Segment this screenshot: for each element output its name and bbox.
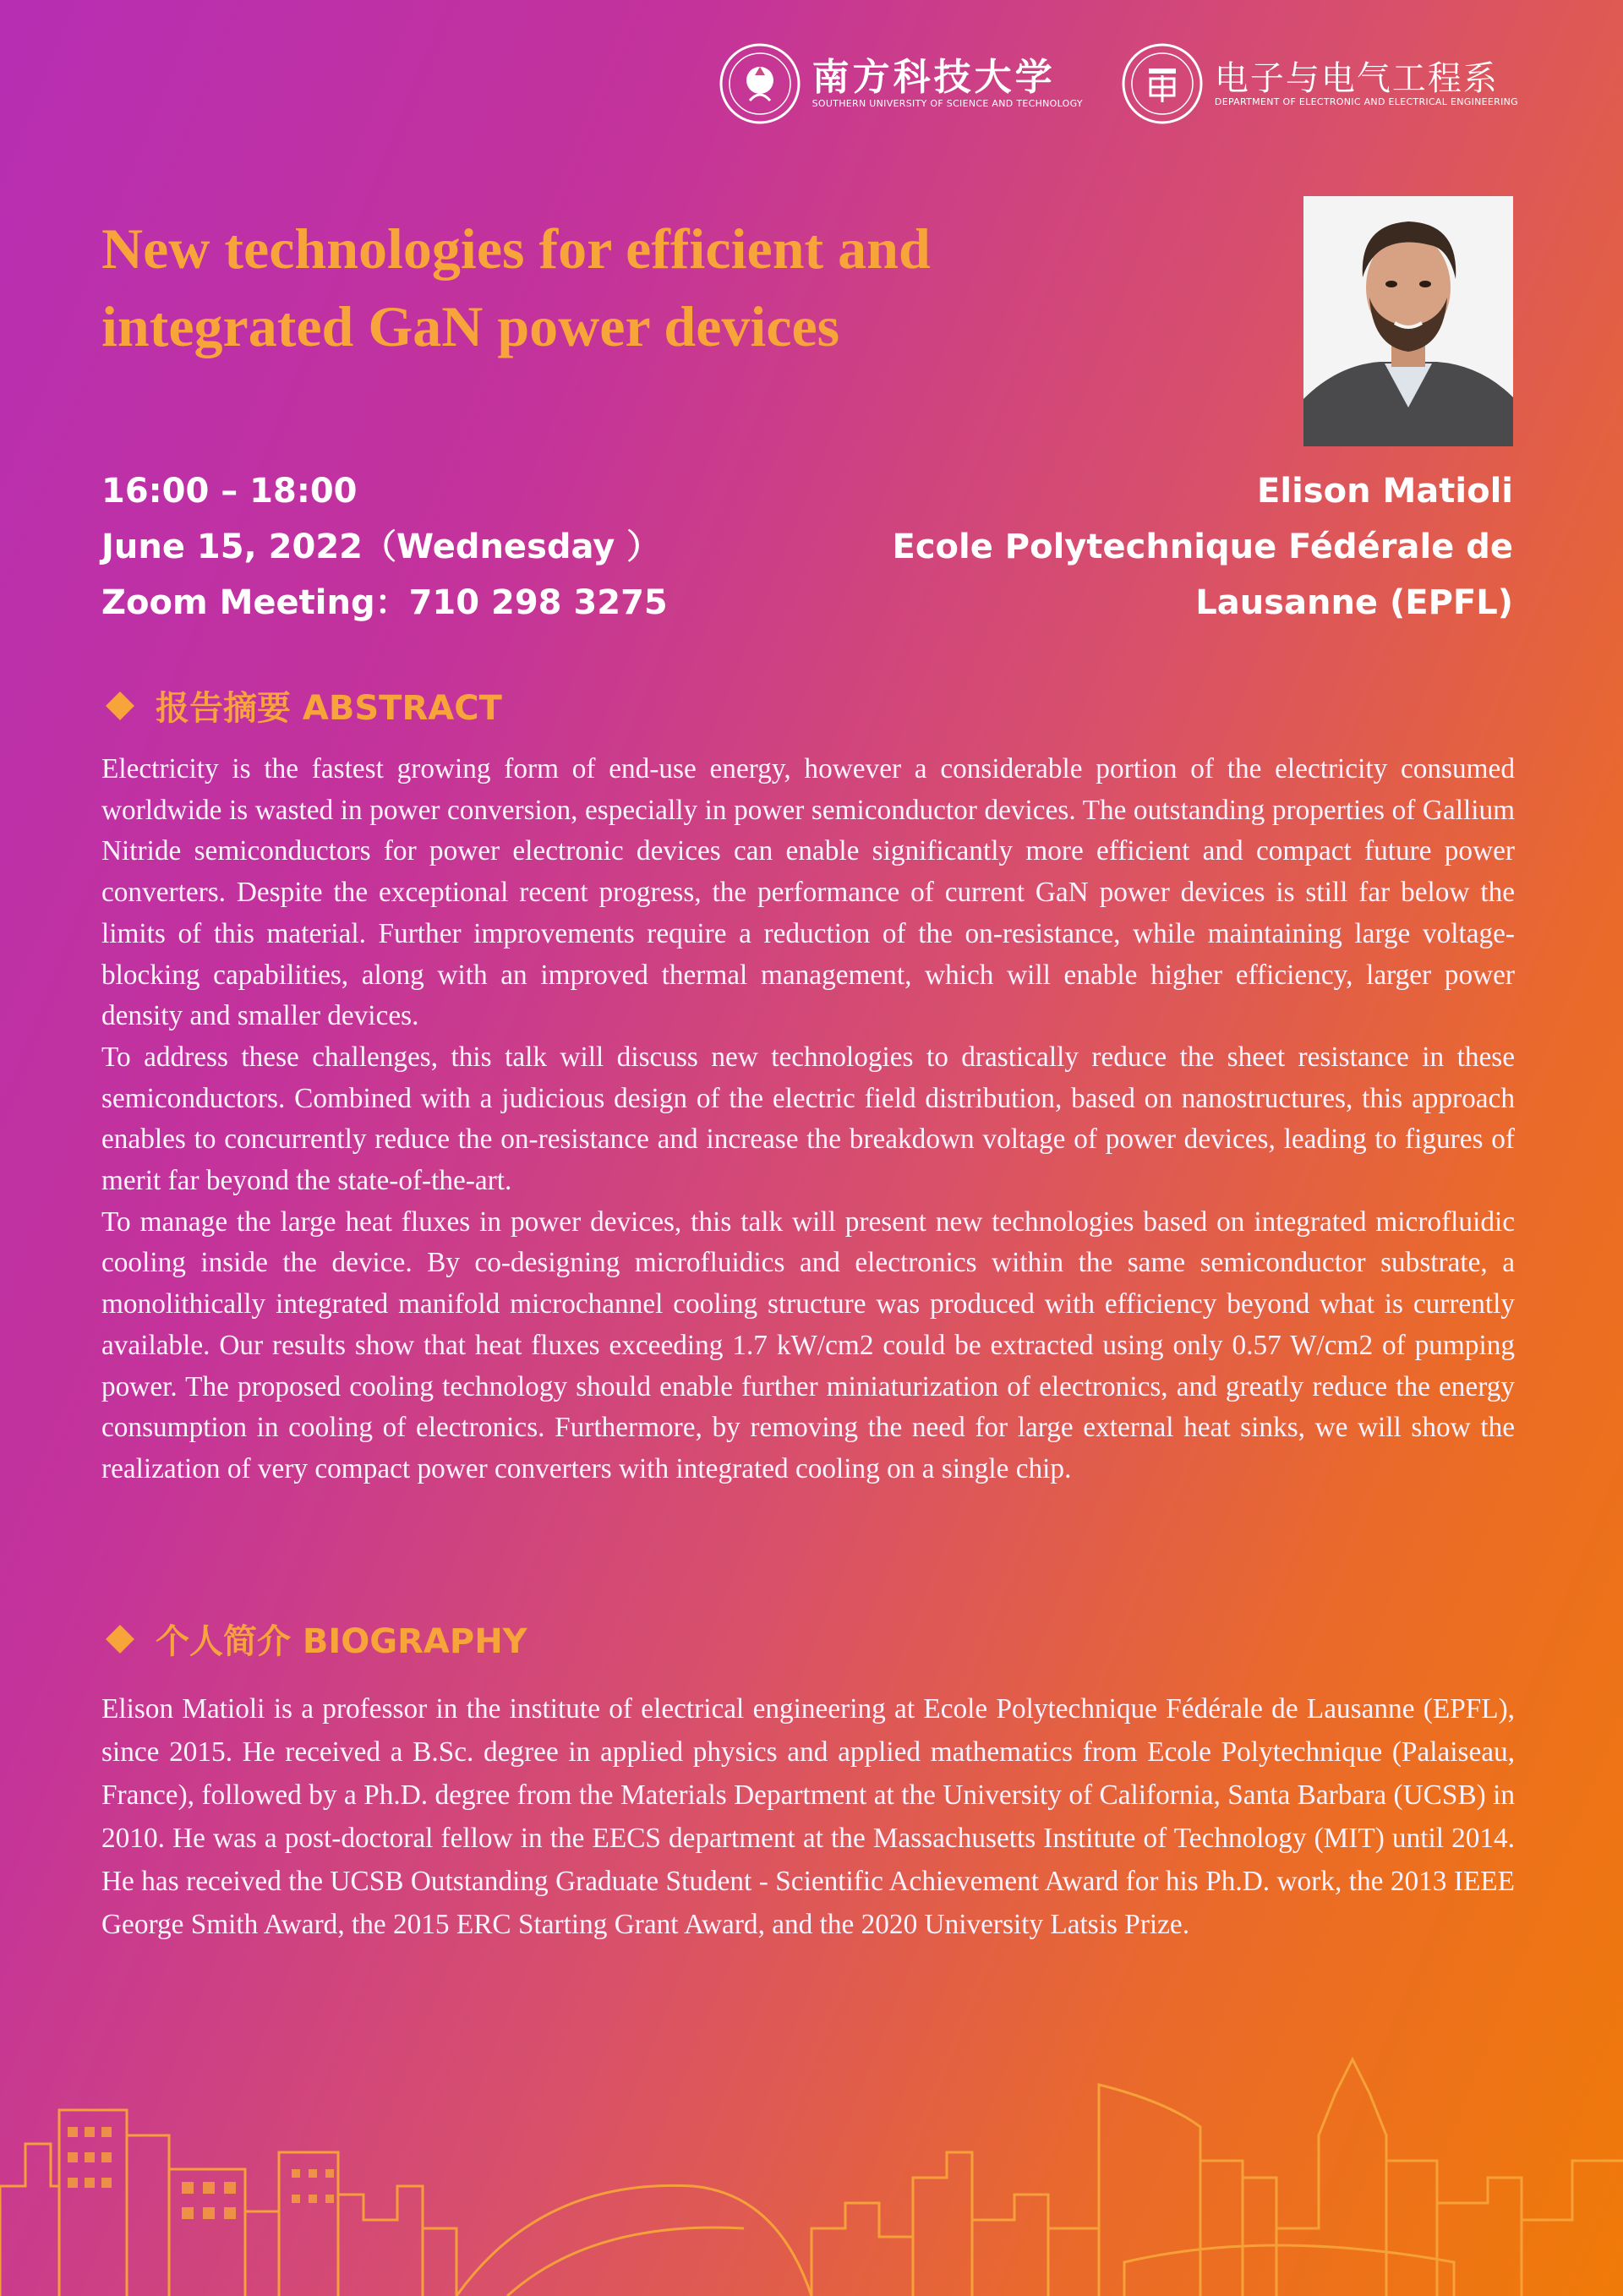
university-logo [718, 41, 1083, 126]
biography-heading [105, 1615, 527, 1663]
university-name-en: SOUTHERN UNIVERSITY OF SCIENCE AND TECHNOLOGY [812, 97, 1083, 109]
department-seal-icon [1120, 41, 1205, 126]
event-time: 16:00 – 18:00 [101, 472, 358, 511]
talk-title-line-1: New technologies for efficient and [101, 216, 931, 281]
abstract-heading [105, 681, 502, 730]
talk-title-line-2: integrated GaN power devices [101, 294, 840, 358]
abstract-paragraph-3: To manage the large heat fluxes in power devices, this talk will present new technologies based on integrated microfluidic cooling inside the device. By co-designing microfluidics and electronics within the same semiconductor substrate, a monolithically integrated manifold microchannel cooling structure was produced with efficiency beyond what is currently available. Our results show that heat fluxes exceeding 1.7 kW/cm2 could be extracted using only 0.57 W/cm2 of pumping power. The proposed cooling technology should enable further miniaturization of electronics, and greatly reduce the energy consumption in cooling of electronics. Furthermore, by removing the need for large external heat sinks, we will show the realization of very compact power converters with integrated cooling on a single chip. [101, 1205, 1515, 1484]
biography-body [101, 1687, 1515, 1946]
department-name-cn: 电子与电气工程系 [1214, 58, 1499, 98]
speaker-info [893, 463, 1514, 631]
talk-title [101, 210, 1116, 365]
department-name-en: DEPARTMENT OF ELECTRONIC AND ELECTRICAL ENGINEERING [1214, 96, 1518, 107]
speaker-name: Elison Matioli [1257, 472, 1513, 511]
university-seal-icon [718, 41, 802, 126]
zoom-meeting-id: Zoom Meeting：710 298 3275 [101, 583, 668, 622]
diamond-bullet-icon [106, 1625, 134, 1654]
diamond-bullet-icon [106, 692, 134, 720]
header-logos [718, 37, 1518, 130]
abstract-paragraph-2: To address these challenges, this talk will discuss new technologies to drastically reduce the sheet resistance in these semiconductors. Combined with a judicious design of the electric field distribution, based on nanostructures, this approach enables to concurrently reduce the on-resistance and increase the breakdown voltage of power devices, leading to figures of merit far beyond the state-of-the-art. [101, 1041, 1515, 1197]
department-logo [1120, 41, 1518, 126]
abstract-body [101, 749, 1515, 1490]
speaker-affiliation-line-1: Ecole Polytechnique Fédérale de [892, 528, 1513, 566]
city-skyline-illustration [0, 2009, 1623, 2296]
event-info [101, 463, 668, 631]
biography-paragraph: Elison Matioli is a professor in the institute of electrical engineering at Ecole Polytechnique Fédérale de Lausanne (EPFL), since 2015. He received a B.Sc. degree in applied physics and applied mathematics from Ecole Polytechnique (Palaiseau, France), followed by a Ph.D. degree from the Materials Department at the University of California, Santa Barbara (UCSB) in 2010. He was a post-doctoral fellow in the EECS department at the Massachusetts Institute of Technology (MIT) until 2014. He has received the UCSB Outstanding Graduate Student - Scientific Achievement Award for his Ph.D. work, the 2013 IEEE George Smith Award, the 2015 ERC Starting Grant Award, and the 2020 University Latsis Prize. [101, 1693, 1515, 1940]
biography-heading-text: 个人简介 BIOGRAPHY [156, 1622, 527, 1661]
speaker-affiliation-line-2: Lausanne (EPFL) [1195, 583, 1513, 622]
speaker-photo [1303, 196, 1513, 446]
event-date: June 15, 2022（Wednesday ） [101, 528, 661, 566]
speaker-portrait [1303, 196, 1513, 446]
abstract-paragraph-1: Electricity is the fastest growing form of end-use energy, however a considerable portion of the electricity consumed worldwide is wasted in power conversion, especially in power semiconductor devices. The outstanding properties of Gallium Nitride semiconductors for power electronic devices can enable significantly more efficient and compact future power converters. Despite the exceptional recent progress, the performance of current GaN power devices is still far below the limits of this material. Further improvements require a reduction of the on-resistance, while maintaining large voltage-blocking capabilities, along with an improved thermal management, which will enable higher efficiency, larger power density and smaller devices. [101, 753, 1515, 1032]
university-name-cn: 南方科技大学 [812, 56, 1056, 100]
abstract-heading-text: 报告摘要 ABSTRACT [156, 689, 502, 728]
